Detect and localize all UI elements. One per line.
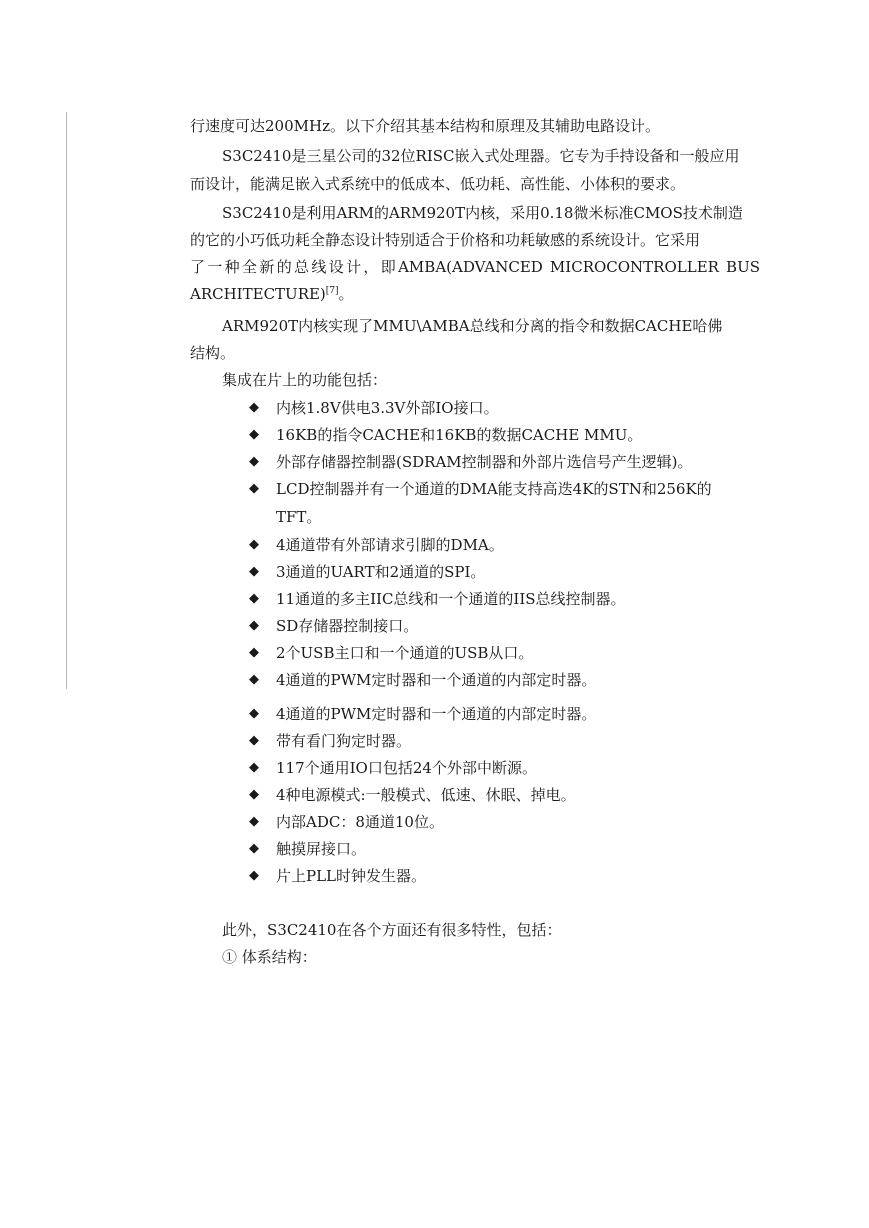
bullet-icon: ◆ bbox=[249, 564, 259, 579]
list-item: 3通道的UART和2通道的SPI。 bbox=[276, 563, 486, 581]
list-item: 触摸屏接口。 bbox=[276, 840, 367, 858]
list-item-continuation: TFT。 bbox=[276, 508, 322, 526]
margin-rule bbox=[66, 112, 67, 689]
line-end-punct: 。 bbox=[338, 285, 354, 303]
bullet-icon: ◆ bbox=[249, 760, 259, 775]
list-item: 16KB的指令CACHE和16KB的数据CACHE MMU。 bbox=[276, 426, 643, 444]
list-item: 片上PLL时钟发生器。 bbox=[276, 867, 427, 885]
list-item: 外部存储器控制器(SDRAM控制器和外部片选信号产生逻辑)。 bbox=[276, 453, 693, 471]
paragraph-intro-line: 行速度可达200MHz。以下介绍其基本结构和原理及其辅助电路设计。 bbox=[190, 117, 660, 135]
bullet-icon: ◆ bbox=[249, 481, 259, 496]
paragraph-other-features: 此外，S3C2410在各个方面还有很多特性，包括： bbox=[222, 921, 562, 939]
bullet-icon: ◆ bbox=[249, 537, 259, 552]
list-item: 内核1.8V供电3.3V外部IO接口。 bbox=[276, 399, 499, 417]
architecture-text: ARCHITECTURE) bbox=[190, 285, 326, 303]
bullet-icon: ◆ bbox=[249, 814, 259, 829]
paragraph-s3c2410-line-2: 而设计，能满足嵌入式系统中的低成本、低功耗、高性能、小体积的要求。 bbox=[190, 175, 686, 193]
list-item: 11通道的多主IIC总线和一个通道的IIS总线控制器。 bbox=[276, 590, 626, 608]
section-heading-architecture: ① 体系结构： bbox=[222, 948, 317, 966]
paragraph-mmu-line-1: ARM920T内核实现了MMU\AMBA总线和分离的指令和数据CACHE哈佛 bbox=[222, 317, 723, 335]
bullet-icon: ◆ bbox=[249, 841, 259, 856]
bullet-icon: ◆ bbox=[249, 454, 259, 469]
list-item: 4种电源模式:一般模式、低速、休眠、掉电。 bbox=[276, 786, 576, 804]
bullet-icon: ◆ bbox=[249, 787, 259, 802]
bullet-icon: ◆ bbox=[249, 645, 259, 660]
bullet-icon: ◆ bbox=[249, 400, 259, 415]
paragraph-s3c2410-line-1: S3C2410是三星公司的32位RISC嵌入式处理器。它专为手持设备和一般应用 bbox=[222, 147, 740, 165]
list-item: 4通道的PWM定时器和一个通道的内部定时器。 bbox=[276, 705, 597, 723]
list-item: SD存储器控制接口。 bbox=[276, 617, 419, 635]
bullet-icon: ◆ bbox=[249, 868, 259, 883]
bullet-icon: ◆ bbox=[249, 591, 259, 606]
paragraph-arm-core-line-1: S3C2410是利用ARM的ARM920T内核，采用0.18微米标准CMOS技术制造 bbox=[222, 204, 743, 222]
list-item: 117个通用IO口包括24个外部中断源。 bbox=[276, 759, 537, 777]
list-item: 带有看门狗定时器。 bbox=[276, 732, 412, 750]
features-heading: 集成在片上的功能包括： bbox=[222, 371, 388, 389]
paragraph-arm-core-line-2: 的它的小巧低功耗全静态设计特别适合于价格和功耗敏感的系统设计。它采用 bbox=[190, 231, 701, 249]
bullet-icon: ◆ bbox=[249, 706, 259, 721]
list-item: LCD控制器并有一个通道的DMA能支持高迭4K的STN和256K的 bbox=[276, 480, 712, 498]
list-item: 2个USB主口和一个通道的USB从口。 bbox=[276, 644, 534, 662]
paragraph-mmu-line-2: 结构。 bbox=[190, 344, 236, 362]
list-item: 内部ADC：8通道10位。 bbox=[276, 813, 444, 831]
bullet-icon: ◆ bbox=[249, 427, 259, 442]
bullet-icon: ◆ bbox=[249, 733, 259, 748]
bullet-icon: ◆ bbox=[249, 618, 259, 633]
list-item: 4通道的PWM定时器和一个通道的内部定时器。 bbox=[276, 671, 597, 689]
citation-ref: [7] bbox=[325, 286, 339, 296]
paragraph-arm-core-line-3: 了一种全新的总线设计，即AMBA(ADVANCED MICROCONTROLLER BUS bbox=[190, 258, 760, 276]
paragraph-arm-core-line-4 bbox=[190, 284, 354, 304]
list-item: 4通道带有外部请求引脚的DMA。 bbox=[276, 536, 504, 554]
bullet-icon: ◆ bbox=[249, 672, 259, 687]
